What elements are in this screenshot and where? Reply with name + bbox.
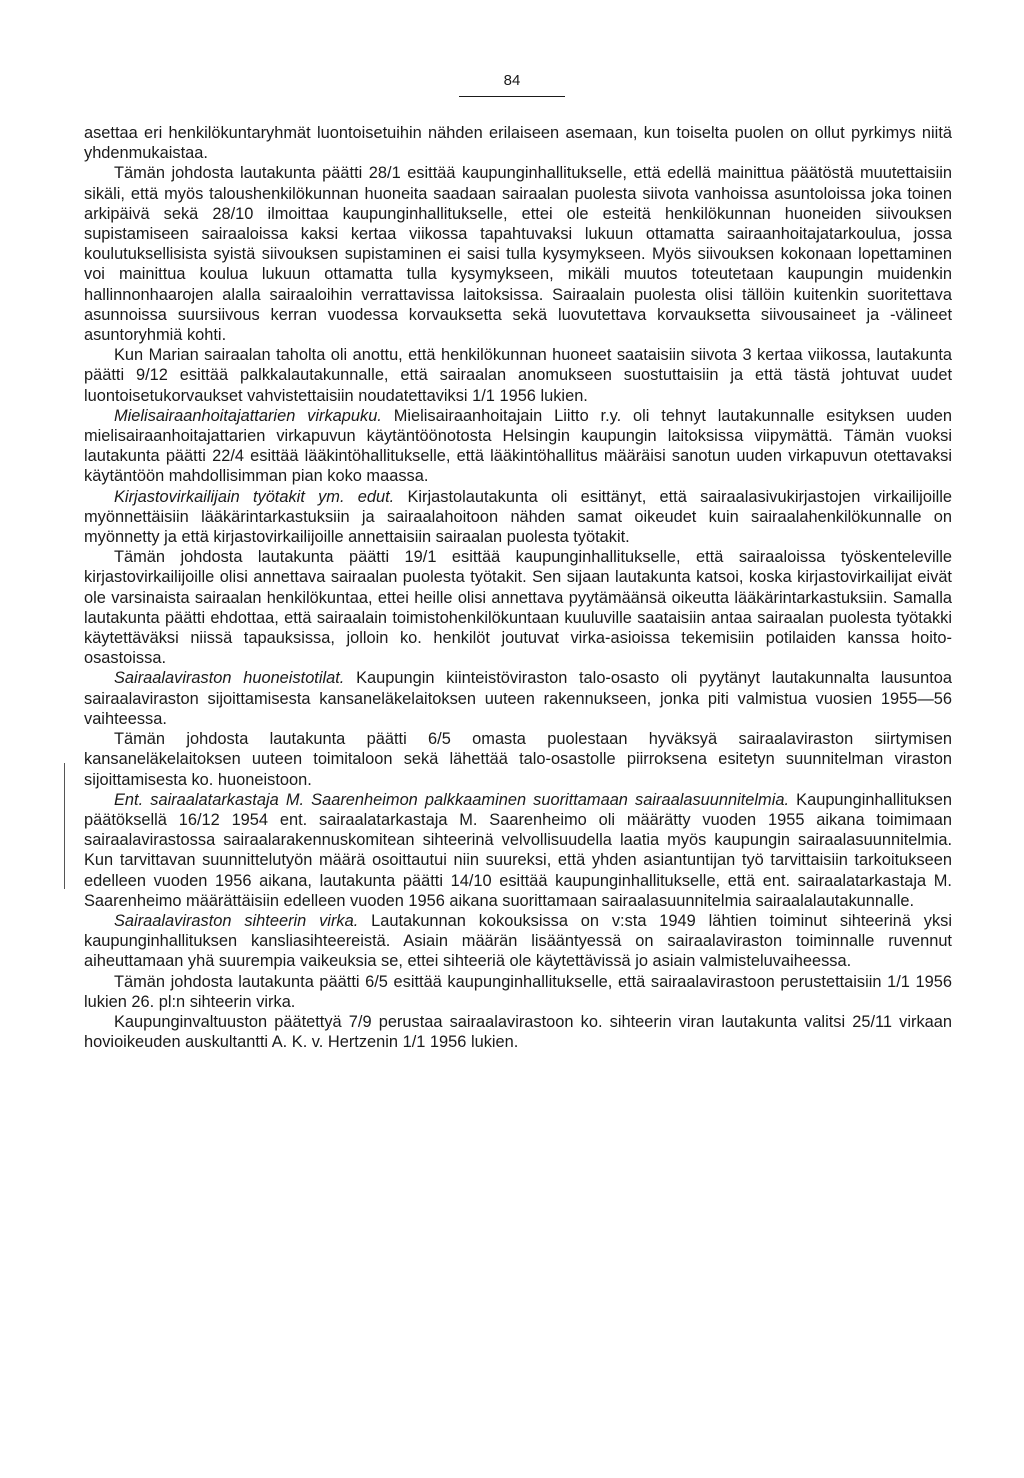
paragraph-heading: Sairaalaviraston sihteerin virka. [114,911,359,930]
paragraph-text: Tämän johdosta lautakunta päätti 6/5 esittää kaupunginhallitukselle, että sairaalavirastoon perustettaisiin 1/1 1956 lukien 26. pl:n sihteerin virka. [84,972,952,1011]
margin-mark [64,763,71,889]
page-number: 84 [503,72,521,89]
paragraph-text: Kaupunginhallituksen päätöksellä 16/12 1954 ent. sairaalatarkastaja M. Saarenheimo oli määrätty vuoden 1955 aikana toimimaan sairaalavirastossa sairaalarakennuskomitean sihteerinä velvollisuudella laatia myös kaupungin sairaalasuunnitelmia. Kun tarvittavan suunnittelutyön määrä osoittautui niin suureksi, että yhden asiantuntijan työ tarvittaisiin tarkoitukseen edelleen vuoden 1956 aikana, lautakunta päätti 14/10 esittää kaupunginhallitukselle, että ent. sairaalatarkastaja M. Saarenheimo määrättäisiin edelleen vuoden 1956 aikana suorittamaan sairaalasuunnitelmia sairaalalautakunnalle. [84,790,952,910]
paragraph [84,406,952,487]
page-number-rule [459,96,565,97]
paragraph [84,972,952,1012]
paragraph-text: Lautakunnan kokouksissa on v:sta 1949 lähtien toiminut sihteerinä yksi kaupunginhallituksen kansliasihteereistä. Asiain määrän lisääntyessä on sairaalaviraston toiminnalle ruvennut aiheuttamaan yhä suurempia vaikeuksia se, ettei sihteeriä ole käytettävissä jo asiain valmisteluvaiheessa. [84,911,953,971]
paragraph [84,790,952,911]
paragraph [84,911,952,972]
paragraph-text: Tämän johdosta lautakunta päätti 6/5 omasta puolestaan hyväksyä sairaalaviraston siirtymisen kansaneläkelaitoksen uuteen toimitaloon sekä lähettää talo-osastolle piirroksena esitetyn suunnitelman viraston sijoittamisesta ko. huoneistoon. [84,730,952,789]
paragraph [84,729,952,790]
paragraph-text: Tämän johdosta lautakunta päätti 19/1 esittää kaupunginhallitukselle, että sairaaloissa työskenteleville kirjastovirkailijoille olisi annettava sairaalan puolesta työtakit. Sen sijaan lautakunta katsoi, koska kirjastovirkailijat eivät ole varsinaista sairaalan henkilökuntaa, ettei heille olisi annettava pyytämäänsä oikeutta lääkärintarkastuksiin. Samalla lautakunta päätti ehdottaa, että sairaalain toimistohenkilökuntaan kuuluville saataisiin antaa sairaalan puolesta työtakki käytettäväksi niissä tapauksissa, jolloin ko. henkilöt joutuvat virka-asioissa tekemisiin potilaiden kanssa hoito-osastoissa. [84,548,952,668]
paragraph-text: asettaa eri henkilökuntaryhmät luontoisetuihin nähden erilaiseen asemaan, kun toiselta puolen on ollut pyrkimys niitä yhdenmukaistaa. [84,124,952,163]
paragraph-text: Kirjastolautakunta oli esittänyt, että sairaalasivukirjastojen virkailijoille myönnettäisiin lääkärintarkastuksiin ja sairaalahoitoon nähden samat oikeudet kuin sairaalahenkilökunnalle on myönnetty ja että kirjastovirkailijoille annettaisiin sairaalan puolesta työtakit. [84,487,952,547]
paragraph-text: Mielisairaanhoitajain Liitto r.y. oli tehnyt lautakunnalle esityksen uuden mielisairaanhoitajattarien virkapuvun käytäntöönotosta Helsingin kaupungin laitoksissa viipymättä. Tämän vuoksi lautakunta päätti 22/4 esittää lääkintöhallitukselle, että lääkintöhallitus määräisi sanotun uuden virkapuvun otettavaksi käytäntöön mahdollisimman pian koko maassa. [84,406,952,486]
paragraph [84,1012,952,1052]
paragraph-text: Kaupunginvaltuuston päätettyä 7/9 perustaa sairaalavirastoon ko. sihteerin viran lautakunta valitsi 25/11 virkaan hovioikeuden auskultantti A. K. v. Hertzenin 1/1 1956 lukien. [84,1012,952,1052]
paragraph-text: Kun Marian sairaalan taholta oli anottu, että henkilökunnan huoneet saataisiin siivota 3 kertaa viikossa, lautakunta päätti 9/12 esittää palkkalautakunnalle, että sairaalan anomukseen suostuttaisiin ja että tästä johtuvat uudet luontoisetukorvaukset vahvistettaisiin noudatettaviksi 1/1 1956 lukien. [84,346,952,405]
paragraph-text: Kaupungin kiinteistöviraston talo-osasto oli pyytänyt lautakunnalta lausuntoa sairaalaviraston sijoittamisesta kansaneläkelaitoksen uuteen rakennukseen, jonka piti valmistua vuosien 1955—56 vaihteessa. [84,669,952,728]
paragraph-heading: Mielisairaanhoitajattarien virkapuku. [114,406,382,425]
paragraph [84,547,952,668]
paragraph [84,668,952,729]
paragraph-heading: Sairaalaviraston huoneistotilat. [114,669,345,688]
paragraph [84,163,952,345]
paragraph-heading: Ent. sairaalatarkastaja M. Saarenheimon palkkaaminen suorittamaan sairaalasuunnitelmia. [114,790,790,809]
paragraph [84,123,952,163]
body-text [84,123,952,1052]
paragraph-heading: Kirjastovirkailijain työtakit ym. edut. [114,487,395,506]
paragraph [84,487,952,548]
paragraph [84,345,952,406]
paragraph-text: Tämän johdosta lautakunta päätti 28/1 esittää kaupunginhallitukselle, että edellä mainittua päätöstä muutettaisiin sikäli, että myös taloushenkilökunnan huoneita saadaan sairaalan puolesta siivota vanhoissa asuntoloissa joka toinen arkipäivä sekä 28/10 ilmoittaa kaupunginhallitukselle, ettei ole esteitä henkilökunnan huoneiden siivouksen supistamiseen sairaaloissa kaksi kertaa viikossa tapahtuvaksi lukuun ottamatta sairaanhoitajatarkoulua, jossa koulutuksellisista syistä siivouksen supistaminen ei saisi tulla kysymykseen. Myös siivouksen kokonaan lopettaminen voi mainittua koulua lukuun ottamatta tulla kysymykseen, mikäli muutos toteutetaan kaupungin muidenkin hallinnonhaarojen alalla sairaaloihin verrattavissa laitoksissa. Sairaalain puolesta olisi tällöin kuitenkin suoritettava asunnoissa suursiivous kerran vuodessa korvauksetta sekä luovutettava korvauksetta siivousaineet ja -välineet asuntoryhmiä kohti. [84,164,952,345]
